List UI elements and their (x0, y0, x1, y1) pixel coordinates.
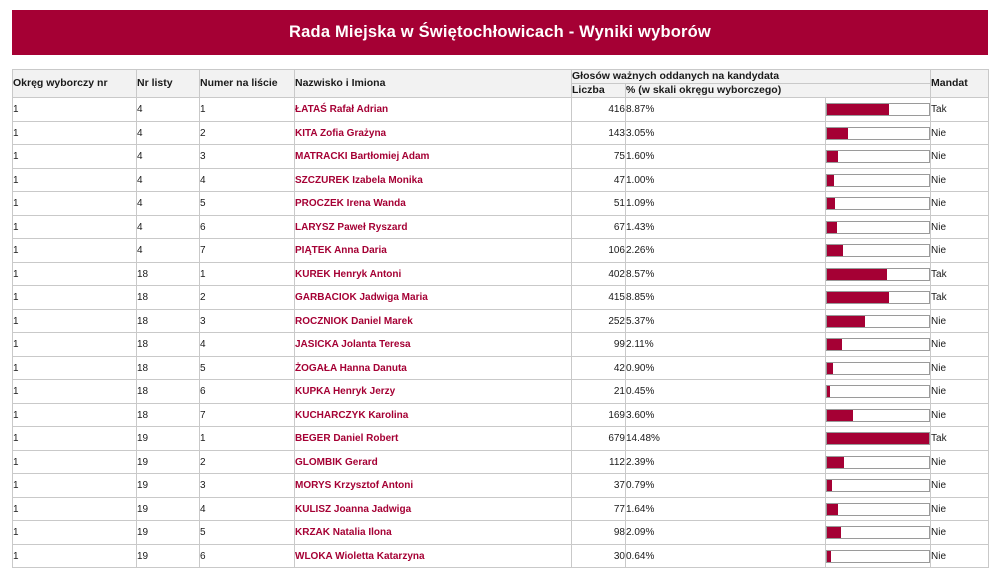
cell-procent: 3.60% (626, 403, 826, 427)
cell-lista: 18 (137, 333, 200, 357)
table-row (13, 262, 989, 286)
cell-mandat: Nie (931, 145, 989, 169)
cell-vote-bar (826, 380, 931, 404)
cell-liczba: 67 (572, 215, 626, 239)
cell-procent: 8.57% (626, 262, 826, 286)
cell-liczba: 47 (572, 168, 626, 192)
cell-nazwisko: KUPKA Henryk Jerzy (295, 380, 572, 404)
cell-liczba: 415 (572, 286, 626, 310)
cell-okreg: 1 (13, 98, 137, 122)
cell-okreg: 1 (13, 450, 137, 474)
vote-bar-fill (827, 222, 837, 233)
vote-bar-track (826, 315, 930, 328)
cell-vote-bar (826, 98, 931, 122)
cell-lista: 18 (137, 403, 200, 427)
column-header-procent: % (w skali okręgu wyborczego) (626, 84, 931, 98)
cell-nazwisko: WLOKA Wioletta Katarzyna (295, 544, 572, 568)
cell-mandat: Nie (931, 356, 989, 380)
cell-nazwisko: GLOMBIK Gerard (295, 450, 572, 474)
cell-numer: 1 (200, 262, 295, 286)
cell-numer: 7 (200, 239, 295, 263)
vote-bar-fill (827, 386, 830, 397)
cell-okreg: 1 (13, 286, 137, 310)
cell-mandat: Nie (931, 403, 989, 427)
vote-bar-fill (827, 457, 844, 468)
cell-mandat: Nie (931, 474, 989, 498)
vote-bar-fill (827, 245, 843, 256)
table-row (13, 145, 989, 169)
cell-okreg: 1 (13, 262, 137, 286)
cell-mandat: Tak (931, 98, 989, 122)
cell-vote-bar (826, 403, 931, 427)
vote-bar-track (826, 432, 930, 445)
cell-okreg: 1 (13, 474, 137, 498)
vote-bar-fill (827, 175, 834, 186)
cell-numer: 4 (200, 168, 295, 192)
table-body (13, 98, 989, 568)
cell-lista: 18 (137, 262, 200, 286)
cell-liczba: 416 (572, 98, 626, 122)
cell-mandat: Nie (931, 544, 989, 568)
cell-okreg: 1 (13, 427, 137, 451)
cell-vote-bar (826, 215, 931, 239)
cell-mandat: Nie (931, 309, 989, 333)
cell-vote-bar (826, 544, 931, 568)
vote-bar-track (826, 456, 930, 469)
vote-bar-track (826, 385, 930, 398)
vote-bar-fill (827, 269, 887, 280)
vote-bar-track (826, 291, 930, 304)
vote-bar-track (826, 244, 930, 257)
cell-numer: 4 (200, 497, 295, 521)
cell-nazwisko: PIĄTEK Anna Daria (295, 239, 572, 263)
cell-numer: 6 (200, 544, 295, 568)
cell-lista: 18 (137, 286, 200, 310)
vote-bar-track (826, 362, 930, 375)
cell-procent: 0.90% (626, 356, 826, 380)
cell-vote-bar (826, 168, 931, 192)
cell-mandat: Tak (931, 427, 989, 451)
cell-nazwisko: KUCHARCZYK Karolina (295, 403, 572, 427)
table-row (13, 544, 989, 568)
cell-procent: 1.64% (626, 497, 826, 521)
cell-lista: 19 (137, 474, 200, 498)
cell-mandat: Nie (931, 333, 989, 357)
cell-lista: 19 (137, 427, 200, 451)
cell-procent: 2.26% (626, 239, 826, 263)
vote-bar-track (826, 338, 930, 351)
vote-bar-track (826, 503, 930, 516)
cell-mandat: Nie (931, 521, 989, 545)
cell-liczba: 30 (572, 544, 626, 568)
cell-liczba: 75 (572, 145, 626, 169)
cell-procent: 0.79% (626, 474, 826, 498)
cell-nazwisko: ŁATAŚ Rafał Adrian (295, 98, 572, 122)
vote-bar-fill (827, 363, 833, 374)
table-row (13, 497, 989, 521)
vote-bar-track (826, 150, 930, 163)
table-header (13, 70, 989, 98)
cell-procent: 2.09% (626, 521, 826, 545)
cell-mandat: Nie (931, 239, 989, 263)
cell-nazwisko: MORYS Krzysztof Antoni (295, 474, 572, 498)
vote-bar-fill (827, 504, 838, 515)
cell-vote-bar (826, 145, 931, 169)
table-row (13, 356, 989, 380)
cell-lista: 18 (137, 309, 200, 333)
cell-lista: 4 (137, 98, 200, 122)
table-row (13, 474, 989, 498)
cell-procent: 5.37% (626, 309, 826, 333)
cell-lista: 4 (137, 192, 200, 216)
cell-mandat: Nie (931, 497, 989, 521)
cell-vote-bar (826, 427, 931, 451)
cell-okreg: 1 (13, 497, 137, 521)
vote-bar-track (826, 103, 930, 116)
cell-lista: 19 (137, 497, 200, 521)
cell-mandat: Nie (931, 168, 989, 192)
table-row (13, 286, 989, 310)
cell-vote-bar (826, 521, 931, 545)
cell-lista: 18 (137, 356, 200, 380)
table-row (13, 168, 989, 192)
vote-bar-track (826, 550, 930, 563)
cell-liczba: 679 (572, 427, 626, 451)
vote-bar-fill (827, 104, 889, 115)
column-header-lista: Nr listy (137, 70, 200, 98)
cell-okreg: 1 (13, 239, 137, 263)
cell-numer: 3 (200, 474, 295, 498)
cell-liczba: 98 (572, 521, 626, 545)
cell-okreg: 1 (13, 215, 137, 239)
cell-numer: 7 (200, 403, 295, 427)
cell-okreg: 1 (13, 121, 137, 145)
cell-lista: 4 (137, 145, 200, 169)
vote-bar-fill (827, 339, 842, 350)
cell-nazwisko: LARYSZ Paweł Ryszard (295, 215, 572, 239)
vote-bar-fill (827, 292, 889, 303)
table-row (13, 521, 989, 545)
cell-liczba: 252 (572, 309, 626, 333)
vote-bar-track (826, 526, 930, 539)
cell-numer: 1 (200, 98, 295, 122)
cell-procent: 2.39% (626, 450, 826, 474)
cell-liczba: 21 (572, 380, 626, 404)
cell-lista: 19 (137, 544, 200, 568)
cell-procent: 1.43% (626, 215, 826, 239)
cell-liczba: 77 (572, 497, 626, 521)
cell-nazwisko: MATRACKI Bartłomiej Adam (295, 145, 572, 169)
vote-bar-fill (827, 480, 832, 491)
cell-mandat: Nie (931, 215, 989, 239)
cell-mandat: Tak (931, 262, 989, 286)
cell-procent: 1.00% (626, 168, 826, 192)
column-header-liczba: Liczba (572, 84, 626, 98)
cell-lista: 4 (137, 168, 200, 192)
cell-okreg: 1 (13, 309, 137, 333)
cell-mandat: Nie (931, 121, 989, 145)
column-header-okreg: Okręg wyborczy nr (13, 70, 137, 98)
table-row (13, 121, 989, 145)
cell-mandat: Nie (931, 450, 989, 474)
table-header-row-1 (13, 70, 989, 84)
cell-lista: 18 (137, 380, 200, 404)
cell-nazwisko: KULISZ Joanna Jadwiga (295, 497, 572, 521)
page-title-bar (12, 10, 988, 55)
table-row (13, 239, 989, 263)
cell-procent: 1.09% (626, 192, 826, 216)
cell-numer: 6 (200, 215, 295, 239)
vote-bar-fill (827, 527, 841, 538)
page-title: Rada Miejska w Świętochłowicach - Wyniki wyborów (289, 23, 711, 41)
cell-procent: 8.85% (626, 286, 826, 310)
cell-numer: 3 (200, 309, 295, 333)
cell-procent: 0.64% (626, 544, 826, 568)
cell-numer: 3 (200, 145, 295, 169)
column-header-group-glosow: Głosów ważnych oddanych na kandydata (572, 70, 931, 84)
cell-procent: 2.11% (626, 333, 826, 357)
cell-liczba: 99 (572, 333, 626, 357)
cell-numer: 6 (200, 380, 295, 404)
cell-mandat: Tak (931, 286, 989, 310)
table-row (13, 450, 989, 474)
cell-liczba: 37 (572, 474, 626, 498)
cell-okreg: 1 (13, 403, 137, 427)
cell-nazwisko: KITA Zofia Grażyna (295, 121, 572, 145)
cell-procent: 8.87% (626, 98, 826, 122)
table-row (13, 215, 989, 239)
cell-lista: 19 (137, 450, 200, 474)
cell-nazwisko: KUREK Henryk Antoni (295, 262, 572, 286)
cell-lista: 4 (137, 239, 200, 263)
cell-liczba: 169 (572, 403, 626, 427)
cell-liczba: 112 (572, 450, 626, 474)
cell-vote-bar (826, 450, 931, 474)
cell-nazwisko: JASICKA Jolanta Teresa (295, 333, 572, 357)
cell-mandat: Nie (931, 192, 989, 216)
column-header-mandat: Mandat (931, 70, 989, 98)
cell-nazwisko: KRZAK Natalia Ilona (295, 521, 572, 545)
vote-bar-fill (827, 551, 831, 562)
cell-okreg: 1 (13, 168, 137, 192)
cell-liczba: 42 (572, 356, 626, 380)
cell-vote-bar (826, 262, 931, 286)
cell-okreg: 1 (13, 145, 137, 169)
vote-bar-fill (827, 316, 865, 327)
cell-lista: 4 (137, 215, 200, 239)
column-header-numer: Numer na liście (200, 70, 295, 98)
cell-procent: 3.05% (626, 121, 826, 145)
cell-liczba: 51 (572, 192, 626, 216)
cell-vote-bar (826, 309, 931, 333)
cell-nazwisko: ROCZNIOK Daniel Marek (295, 309, 572, 333)
vote-bar-track (826, 174, 930, 187)
cell-numer: 5 (200, 521, 295, 545)
cell-numer: 2 (200, 286, 295, 310)
vote-bar-track (826, 221, 930, 234)
cell-numer: 2 (200, 450, 295, 474)
cell-vote-bar (826, 192, 931, 216)
cell-vote-bar (826, 239, 931, 263)
cell-okreg: 1 (13, 544, 137, 568)
table-row (13, 380, 989, 404)
cell-mandat: Nie (931, 380, 989, 404)
vote-bar-track (826, 268, 930, 281)
column-header-nazwisko: Nazwisko i Imiona (295, 70, 572, 98)
cell-numer: 2 (200, 121, 295, 145)
cell-numer: 5 (200, 192, 295, 216)
cell-lista: 19 (137, 521, 200, 545)
cell-nazwisko: ŻOGAŁA Hanna Danuta (295, 356, 572, 380)
cell-vote-bar (826, 474, 931, 498)
cell-nazwisko: BEGER Daniel Robert (295, 427, 572, 451)
cell-procent: 0.45% (626, 380, 826, 404)
table-row (13, 403, 989, 427)
cell-vote-bar (826, 333, 931, 357)
cell-numer: 1 (200, 427, 295, 451)
cell-numer: 4 (200, 333, 295, 357)
cell-vote-bar (826, 356, 931, 380)
table-row (13, 427, 989, 451)
cell-lista: 4 (137, 121, 200, 145)
election-results-table (12, 69, 989, 568)
cell-procent: 1.60% (626, 145, 826, 169)
table-row (13, 98, 989, 122)
vote-bar-fill (827, 433, 929, 444)
vote-bar-fill (827, 198, 835, 209)
vote-bar-fill (827, 151, 838, 162)
cell-nazwisko: GARBACIOK Jadwiga Maria (295, 286, 572, 310)
vote-bar-track (826, 197, 930, 210)
cell-okreg: 1 (13, 356, 137, 380)
cell-okreg: 1 (13, 521, 137, 545)
cell-vote-bar (826, 497, 931, 521)
cell-liczba: 402 (572, 262, 626, 286)
vote-bar-track (826, 127, 930, 140)
cell-vote-bar (826, 286, 931, 310)
cell-okreg: 1 (13, 192, 137, 216)
table-row (13, 333, 989, 357)
cell-numer: 5 (200, 356, 295, 380)
cell-vote-bar (826, 121, 931, 145)
cell-liczba: 106 (572, 239, 626, 263)
table-row (13, 192, 989, 216)
vote-bar-track (826, 479, 930, 492)
vote-bar-fill (827, 410, 853, 421)
cell-procent: 14.48% (626, 427, 826, 451)
table-row (13, 309, 989, 333)
cell-nazwisko: SZCZUREK Izabela Monika (295, 168, 572, 192)
cell-okreg: 1 (13, 333, 137, 357)
cell-liczba: 143 (572, 121, 626, 145)
cell-okreg: 1 (13, 380, 137, 404)
vote-bar-track (826, 409, 930, 422)
vote-bar-fill (827, 128, 848, 139)
cell-nazwisko: PROCZEK Irena Wanda (295, 192, 572, 216)
